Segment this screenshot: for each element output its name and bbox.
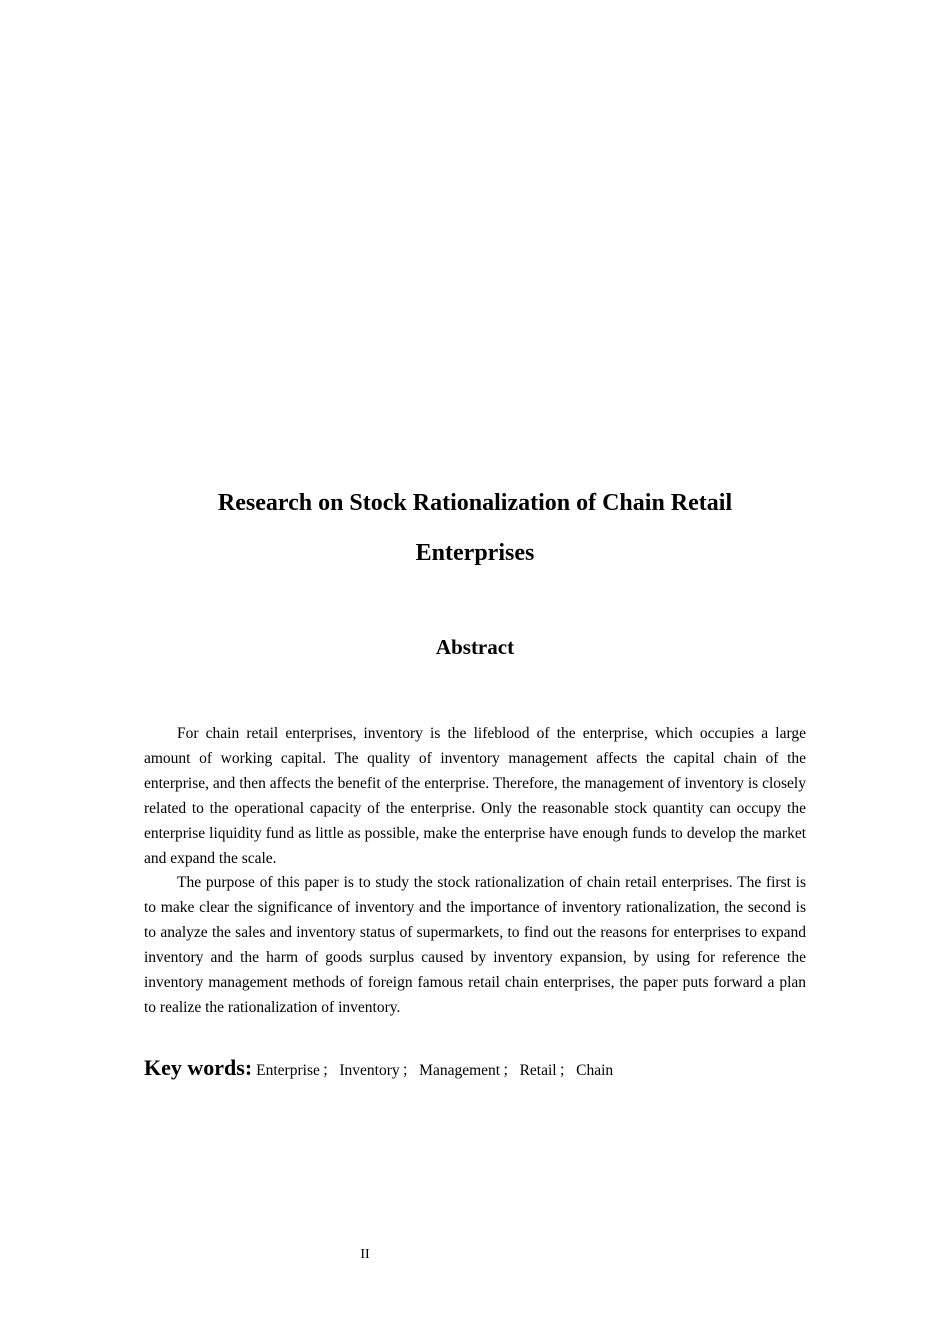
keyword-separator: ； — [321, 1062, 338, 1079]
page-number: II — [360, 1247, 370, 1262]
paper-title-line-2: Enterprises — [415, 540, 535, 566]
paper-title — [144, 478, 806, 578]
keyword-separator: ； — [558, 1062, 575, 1079]
keyword-item: Management — [419, 1062, 501, 1079]
paper-title-line-1: Research on Stock Rationalization of Chain Retail — [217, 490, 733, 516]
keywords-label: Key words: — [144, 1055, 253, 1080]
keyword-separator: ； — [401, 1062, 418, 1079]
keyword-item: Inventory — [339, 1062, 400, 1079]
abstract-paragraph-1: For chain retail enterprises, inventory is the lifeblood of the enterprise, which occupies a large amount of working capital. The quality of inventory management affects the capital chain of the enterprise, and then affects the benefit of the enterprise. Therefore, the management of inventory is closely related to the operational capacity of the enterprise. Only the reasonable stock quantity can occupy the enterprise liquidity fund as little as possible, make the enterprise have enough funds to develop the market and expand the scale. — [144, 725, 806, 867]
keyword-item: Enterprise — [256, 1062, 320, 1079]
keywords-line — [144, 1055, 806, 1081]
abstract-paragraph-2: The purpose of this paper is to study the stock rationalization of chain retail enterprises. The first is to make clear the significance of inventory and the importance of inventory rationalization, the second is to analyze the sales and inventory status of supermarkets, to find out the reasons for enterprises to expand inventory and the harm of goods surplus caused by inventory expansion, by using for reference the inventory management methods of foreign famous retail chain enterprises, the paper puts forward a plan to realize the rationalization of inventory. — [144, 874, 806, 1016]
keyword-separator: ； — [502, 1062, 518, 1079]
keyword-item: Chain — [576, 1062, 614, 1079]
keywords-list — [256, 1062, 613, 1079]
keyword-item: Retail — [519, 1062, 557, 1079]
abstract-heading: Abstract — [435, 635, 515, 659]
abstract-body — [144, 722, 806, 1021]
